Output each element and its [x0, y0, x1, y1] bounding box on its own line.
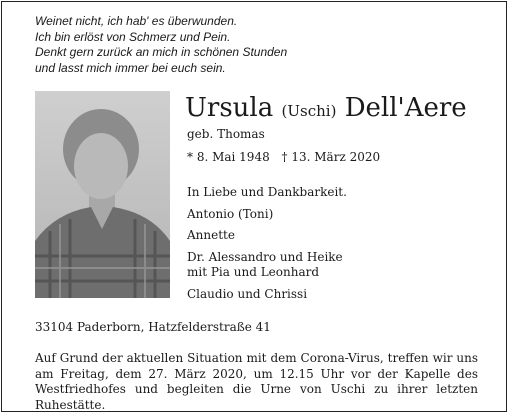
mourner-line: Dr. Alessandro und Heike	[187, 249, 343, 264]
mourner-entry	[187, 207, 347, 223]
maiden-name: geb. Thomas	[187, 127, 265, 141]
portrait-image	[35, 91, 170, 298]
mourner-entry	[187, 287, 347, 303]
birth-date: * 8. Mai 1948	[187, 150, 270, 164]
poem-line: und lasst mich immer bei euch sein.	[35, 60, 226, 75]
portrait-photo	[35, 91, 170, 298]
obituary-card	[1, 1, 507, 412]
mourner-entry	[187, 228, 347, 244]
life-dates	[187, 150, 380, 164]
poem-line: Weinet nicht, ich hab' es überwunden.	[35, 14, 238, 28]
mourner-line: Claudio und Chrissi	[187, 286, 308, 301]
deceased-name	[185, 93, 467, 126]
poem-line: Ich bin erlöst von Schmerz und Pein.	[35, 29, 231, 44]
family-address: 33104 Paderborn, Hatzfelderstraße 41	[35, 320, 271, 334]
death-date: † 13. März 2020	[281, 150, 381, 164]
mourner-line: mit Pia und Leonhard	[187, 265, 320, 279]
last-name: Dell'Aere	[344, 93, 467, 123]
mourners-intro: In Liebe und Dankbarkeit.	[187, 185, 347, 199]
funeral-notice: Auf Grund der aktuellen Situation mit dem Corona-Virus, treffen wir uns am Freitag, dem 27. März 2020, um 12.15 Uhr vor der Kapelle des Westfriedhofes und begleiten die Urne von Uschi zu ihrer letzten Ruhestätte.	[35, 351, 478, 412]
poem-line: Denkt gern zurück an mich in schönen Stunden	[35, 45, 288, 59]
mourner-line: Annette	[187, 228, 235, 242]
first-name: Ursula	[185, 93, 274, 123]
mourner-entry	[187, 250, 347, 281]
mourner-line: Antonio (Toni)	[187, 206, 274, 221]
mourners-list	[187, 185, 347, 308]
nickname: (Uschi)	[281, 102, 337, 120]
memorial-poem	[35, 14, 435, 76]
